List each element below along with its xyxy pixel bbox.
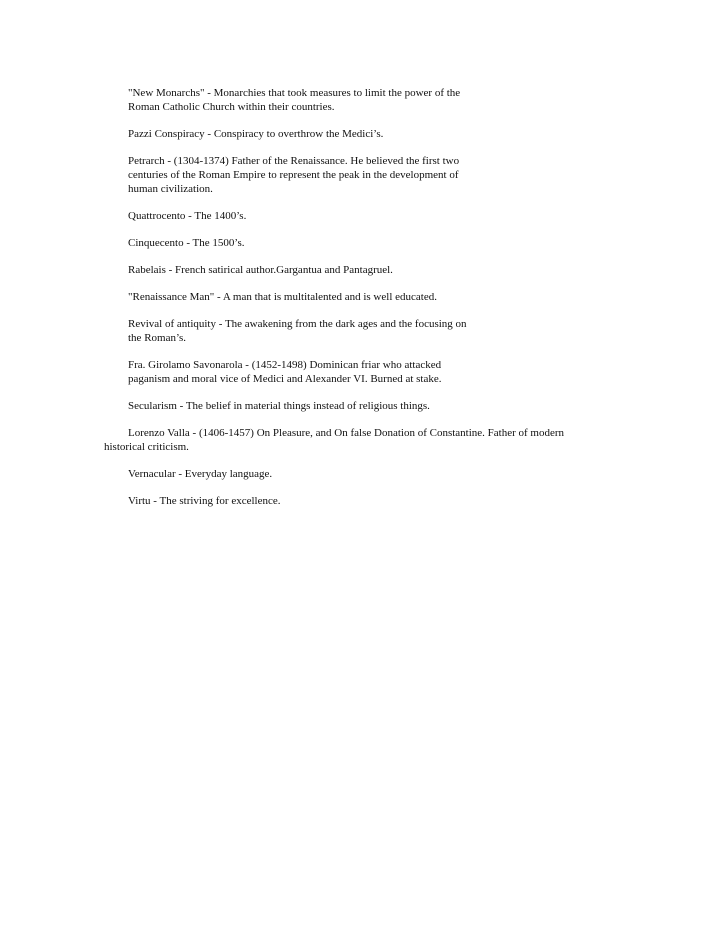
entry-virtu [128,494,718,508]
entry-rabelais [128,263,718,277]
entry-savonarola [128,358,718,386]
entry-new-monarchs [128,86,718,114]
entry-line: Cinquecento - The 1500’s. [128,237,245,249]
entry-line: Rabelais - French satirical author.Gargantua and Pantagruel. [128,264,393,276]
entry-line: the Roman’s. [128,332,187,344]
entry-cinquecento [128,236,718,250]
entry-quattrocento [128,209,718,223]
entry-line: "Renaissance Man" - A man that is multitalented and is well educated. [128,291,437,303]
entry-line: human civilization. [128,183,213,195]
entry-line: Pazzi Conspiracy - Conspiracy to overthrow the Medici’s. [128,128,384,140]
entry-line: Roman Catholic Church within their countries. [128,101,335,113]
entry-line: Petrarch - (1304-1374) Father of the Renaissance. He believed the first two [128,155,460,167]
entry-line: paganism and moral vice of Medici and Alexander VI. Burned at stake. [128,373,442,385]
entry-line: Virtu - The striving for excellence. [128,495,281,507]
entry-revival-of-antiquity [128,317,718,345]
entry-renaissance-man [128,290,718,304]
entry-lorenzo-valla [104,426,718,454]
entry-secularism [128,399,718,413]
entry-line: centuries of the Roman Empire to represent the peak in the development of [128,169,459,181]
entry-line: Revival of antiquity - The awakening from the dark ages and the focusing on [128,318,467,330]
entry-vernacular [128,467,718,481]
entry-line: Fra. Girolamo Savonarola - (1452-1498) Dominican friar who attacked [128,359,442,371]
entry-line: "New Monarchs" - Monarchies that took measures to limit the power of the [128,87,461,99]
entry-line: historical criticism. [104,441,189,453]
entry-line: Lorenzo Valla - (1406-1457) On Pleasure, and On false Donation of Constantine. Father of modern [128,427,565,439]
entry-line: Quattrocento - The 1400’s. [128,210,247,222]
entry-line: Vernacular - Everyday language. [128,468,273,480]
entry-pazzi-conspiracy [128,127,718,141]
glossary-list [104,86,718,521]
entry-line: Secularism - The belief in material things instead of religious things. [128,400,430,412]
entry-petrarch [128,154,718,196]
